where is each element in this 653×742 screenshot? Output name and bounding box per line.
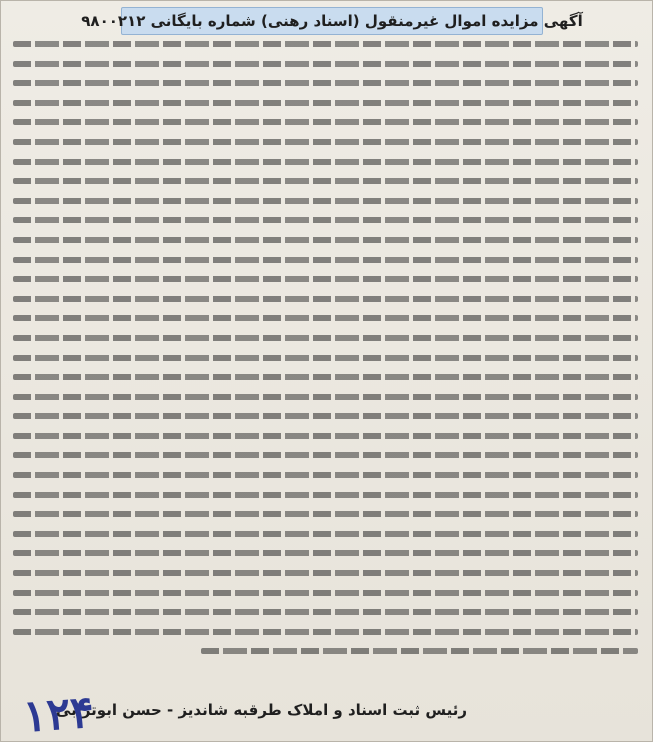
body-line-placeholder <box>13 355 638 361</box>
body-line-placeholder <box>13 119 638 125</box>
body-line-placeholder <box>13 139 638 145</box>
body-line-placeholder <box>13 217 638 223</box>
body-line-placeholder <box>13 472 638 478</box>
body-line-placeholder <box>201 648 639 654</box>
notice-body-placeholder <box>13 41 638 661</box>
body-line-placeholder <box>13 296 638 302</box>
body-line-placeholder <box>13 374 638 380</box>
body-line-placeholder <box>13 237 638 243</box>
body-line-placeholder <box>13 159 638 165</box>
signature-line: رئیس ثبت اسناد و املاک طرقبه شاندیز - حسن ابوترابی <box>55 701 467 719</box>
body-line-placeholder <box>13 41 638 47</box>
body-line-placeholder <box>13 590 638 596</box>
body-line-placeholder <box>13 531 638 537</box>
body-line-placeholder <box>13 492 638 498</box>
body-line-placeholder <box>13 609 638 615</box>
body-line-placeholder <box>13 315 638 321</box>
body-line-placeholder <box>13 335 638 341</box>
body-line-placeholder <box>13 629 638 635</box>
body-line-placeholder <box>13 276 638 282</box>
body-line-placeholder <box>13 100 638 106</box>
body-line-placeholder <box>13 433 638 439</box>
body-line-placeholder <box>13 570 638 576</box>
body-line-placeholder <box>13 394 638 400</box>
body-line-placeholder <box>13 511 638 517</box>
body-line-placeholder <box>13 413 638 419</box>
body-line-placeholder <box>13 198 638 204</box>
handwritten-number: ۱۲۴ <box>21 686 96 742</box>
body-line-placeholder <box>13 452 638 458</box>
body-line-placeholder <box>13 80 638 86</box>
headline-box <box>81 7 583 35</box>
notice-headline: آگهی مزایده اموال غیرمنقول (اسناد رهنی) شماره بایگانی ۹۸۰۰۲۱۲ <box>81 12 583 30</box>
body-line-placeholder <box>13 178 638 184</box>
body-line-placeholder <box>13 257 638 263</box>
body-line-placeholder <box>13 61 638 67</box>
body-line-placeholder <box>13 550 638 556</box>
